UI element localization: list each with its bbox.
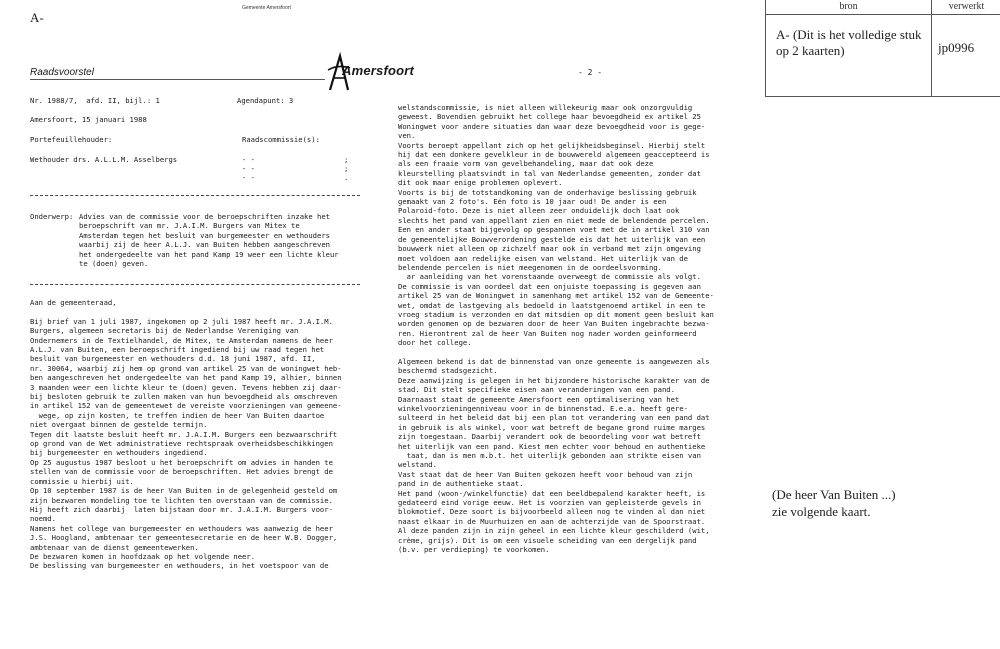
body-line: Namens het college van burgemeester en wethouders was aanwezig de heer (30, 523, 333, 533)
body-line: Vast staat dat de heer Van Buiten gekozen heeft voor behoud van zijn (398, 469, 693, 479)
municipality-label: Gemeente Amersfoort (242, 5, 291, 11)
subject-line: het ondergedeelte van het pand Kamp 19 weer een lichte kleur (79, 249, 339, 259)
body-line: ben aangeschreven het ondergedeelte van het pand Kamp 19, alhier, binnen (30, 373, 342, 383)
body-line: moet voldoen aan redelijke eisen van welstand. Het uiterlijk van de (398, 253, 688, 263)
body-line: Polaroid-foto. Deze is niet alleen zeer onduidelijk doch laat ook (398, 206, 680, 216)
body-line: op grond van de Wet administratieve rechtspraak overheidsbeschikkingen (30, 439, 333, 449)
body-line: commissie u hierbij uit. (30, 476, 134, 486)
metadata-panel (765, 0, 1000, 97)
body-line: Op 25 augustus 1987 besloot u het beroepschrift om advies in handen te (30, 457, 333, 467)
bron-header: bron (766, 0, 931, 15)
subject-text (79, 212, 339, 268)
body-line: De commissie is van oordeel dat een onjuiste toepassing is gegeven aan (398, 281, 701, 291)
subject-line: Advies van de commissie voor de beroepschriften inzake het (79, 212, 330, 221)
body-line: het uiterlijk van een pand. Kiest men echter voor behoud en authentieke (398, 441, 706, 451)
alderman-name: Wethouder drs. A.L.L.M. Asselbergs (30, 155, 178, 164)
separator-mark: ; (344, 164, 349, 173)
body-line: De bezwaren komen in hoofdzaak op het volgende neer. (30, 551, 256, 561)
body-line: de gemeentelijke Bouwverordening gestelde eis dat het uiterlijk van een (398, 234, 706, 244)
body-line: welstand. (398, 460, 437, 470)
subject-label: Onderwerp: (30, 212, 74, 221)
body-line: welstandscommissie, is niet alleen willekeurig maar ook onzorgvuldig (398, 103, 693, 112)
body-line: ren. Hierontrent zal de heer Van Buiten nog nader worden geinformeerd (398, 328, 697, 338)
portfolio-label: Portefeuillehouder: (30, 135, 113, 144)
body-line: dit ook maar enige problemen oplevert. (398, 178, 563, 188)
body-line (30, 307, 370, 316)
body-line: wet, omdat de lastgeving als bedoeld in laatstgenoemd artikel in een te (398, 300, 706, 310)
body-line: Deze aanwijzing is gelegen in het bijzondere historische karakter van de (398, 375, 710, 385)
body-line: De beslissing van burgemeester en wethouders, in het voetspoor van de (30, 561, 329, 571)
title-rule (30, 79, 325, 80)
body-line: Woningwet voor andere situaties dan waar deze bevoegdheid voor is gege- (398, 121, 706, 131)
body-line: in gebruik is als winkel, voor wat betreft de begane grond ruime marges (398, 422, 706, 432)
body-line: zijn bezwaren mondeling toe te lichten ten overstaan van de commissie. (30, 495, 333, 505)
committee-line: - - (242, 164, 255, 173)
body-line: bij burgemeester en wethouders ingediend. (30, 448, 208, 458)
page-number: - 2 - (578, 68, 603, 77)
body-line: crème, grijs). Dit is om een visuele scheiding van een dergelijk pand (398, 535, 697, 545)
body-line: door het college. (398, 338, 472, 348)
body-line: Voorts beroept appellant zich op het gelijkheidsbeginsel. Hierbij stelt (398, 140, 706, 150)
body-line: niet overgaat binnen de gestelde termijn. (30, 420, 208, 430)
body-line: zijn toegestaan. Daarbij verandert ook de beoordeling voor wat betreft (398, 432, 701, 442)
body-line: blokmotief. Deze soort is bijvoorbeeld alleen nog te vinden al dan niet (398, 507, 706, 517)
body-line: gemaakt van 2 foto's. Eén foto is 10 jaar oud! De ander is een (398, 197, 667, 207)
body-line: taat, dan is men m.b.t. het uiterlijk gebonden aan strikte eisen van (398, 451, 701, 461)
body-line: besluit van burgemeester en wethouders d.d. 18 juni 1987, afd. II, (30, 354, 316, 364)
committee-label: Raadscommissie(s): (242, 135, 320, 144)
subject-line: Amsterdam tegen het besluit van burgemeester en wethouders (79, 230, 330, 240)
left-body (30, 298, 370, 571)
body-line: sulteerd in het beleid dat bij een plan tot verandering van een pand dat (398, 413, 710, 423)
corner-label: A- (30, 10, 44, 25)
separator-mark: ; (344, 155, 349, 164)
dashed-divider (30, 284, 360, 285)
body-line: Het pand (woon-/winkelfunctie) dat een beeldbepalend karakter heeft, is (398, 488, 706, 498)
side-note: (De heer Van Buiten ...) zie volgende kaart. (772, 487, 896, 519)
body-line: nr. 30064, waarbij zij hem op grond van artikel 25 van de woningwet heb- (30, 363, 342, 373)
dashed-divider (30, 195, 360, 196)
right-body (398, 103, 768, 554)
body-line: artikel 25 van de Woningwet in samenhang met artikel 152 van de Gemeente- (398, 291, 714, 301)
body-line: gedateerd eind vorige eeuw. Het is voorzien van gepleisterde gevels in (398, 498, 701, 508)
document-title: Raadsvoorstel (30, 67, 94, 78)
body-line: Algemeen bekend is dat de binnenstad van onze gemeente is aangewezen als (398, 356, 710, 366)
body-line: stellen van de commissie voor de beroepschriften. Het advies brengt de (30, 467, 333, 477)
body-line: (b.v. per verdieping) te voorkomen. (398, 545, 550, 555)
body-line: Daarnaast staat de gemeente Amersfoort een optimalisering van het (398, 394, 680, 404)
body-line: Tegen dit laatste besluit heeft mr. J.A.I.M. Burgers een bezwaarschrift (30, 429, 338, 439)
body-line: worden genomen op de bezwaren door de heer Van Buiten ingebrachte bezwa- (398, 319, 710, 329)
body-line: pand in de authentieke staat. (398, 479, 524, 489)
body-line: bouwwerk niet alleen op zichzelf maar ook in verband met zijn omgeving (398, 244, 701, 254)
subject-line: te (doen) geven. (79, 259, 149, 269)
body-line: winkelvoorzieningenniveau voor in de binnenstad. E.e.a. heeft gere- (398, 403, 688, 413)
body-line: wege, op zijn kosten, te treffen indien de heer Van Buiten daartoe (30, 410, 325, 420)
body-line: J.S. Hoogland, ambtenaar ter gemeentesecretarie en de heer W.B. Dogger, (30, 533, 338, 543)
body-line: Hij heeft zich daarbij laten bijstaan door mr. J.A.I.M. Burgers voor- (30, 504, 333, 514)
body-line: Al deze panden zijn in zijn geheel in een lichte kleur geschilderd (wit, (398, 526, 710, 536)
logo-text: Amersfoort (342, 63, 415, 78)
body-line: Bij brief van 1 juli 1987, ingekomen op 2 juli 1987 heeft mr. J.A.I.M. (30, 316, 333, 326)
document-number: Nr. 1988/7, afd. II, bijl.: 1 (30, 96, 160, 105)
body-line: vroeg stadium is verzonden en dat mitsdien op dit moment geen besluit kan (398, 309, 714, 319)
body-line: naast elkaar in de Muurhuizen en aan de achterzijde van de Spoorstraat. (398, 516, 706, 526)
agenda-item: Agendapunt: 3 (237, 96, 294, 105)
body-line: Burgers, algemeen secretaris bij de Nederlandse Vereniging van (30, 326, 299, 336)
subject-line: beroepschrift van mr. J.A.I.M. Burgers van Mitex te (79, 221, 300, 231)
body-line: beschermd stadsgezicht. (398, 366, 498, 376)
body-line: Op 10 september 1987 is de heer Van Buiten in de gelegenheid gesteld om (30, 486, 338, 496)
subject-line: waarbij zij de heer A.L.J. van Buiten hebben aangeschreven (79, 240, 330, 250)
body-line: bij besloten gebruik te zullen maken van hun bevoegdheid als omschreven (30, 392, 338, 402)
body-line: stad. Dit stelt specifieke eisen aan veranderingen van een pand. (398, 385, 675, 395)
committee-line: - - (242, 155, 255, 164)
committee-line: - - (242, 173, 255, 182)
document-date: Amersfoort, 15 januari 1988 (30, 115, 147, 124)
body-line: belendende percelen is niet meegenomen in de oordeelsvorming. (398, 262, 662, 272)
body-line: als een fraaie vorm van gevelbehandeling, maar dat ook deze (398, 159, 654, 169)
body-line: slechts het pand van appellant zien en niet mede de belendende percelen. (398, 215, 710, 225)
separator-mark: . (344, 173, 349, 182)
source-description: A- (Dit is het volledige stuk op 2 kaarten) (776, 27, 922, 58)
column-divider (931, 0, 932, 96)
body-line: geweest. Bovendien gebruikt het college haar bevoegdheid ex artikel 25 (398, 112, 701, 122)
body-line (398, 348, 768, 357)
body-line: A.L.J. van Buiten, een beroepschrift ingediend bij uw raad tegen het (30, 345, 325, 355)
processed-code: jp0996 (938, 40, 975, 55)
body-line: ambtenaar van de dienst gemeentewerken. (30, 542, 199, 552)
verwerkt-header: verwerkt (932, 0, 1000, 15)
body-line: noemd. (30, 514, 56, 524)
body-line: Voorts is bij de totstandkoming van de onderhavige beslissing gebruik (398, 187, 697, 197)
body-line: hij dat een donkere gevelkleur in de bouwwereld algemeen geaccepteerd is (398, 150, 710, 160)
body-line: ven. (398, 131, 416, 141)
body-line: Aan de gemeenteraad, (30, 298, 117, 307)
body-line: kleurstelling plaatsvindt in tal van Nederlandse gemeenten, zonder dat (398, 168, 701, 178)
body-line: Ondernemers in de Textielhandel, de Mitex, te Amsterdam namens de heer (30, 335, 333, 345)
body-line: in artikel 152 van de gemeentewet de vereiste voorzieningen van gemeene- (30, 401, 342, 411)
amersfoort-logo (326, 52, 426, 92)
body-line: 3 maanden weer een lichte kleur te (doen) geven. Tevens hebben zij daar- (30, 382, 342, 392)
body-line: Een en ander staat bijgevolg op gespannen voet met de in artikel 310 van (398, 225, 710, 235)
body-line: ar aanleiding van het vorenstaande overweegt de commissie als volgt. (398, 272, 701, 282)
